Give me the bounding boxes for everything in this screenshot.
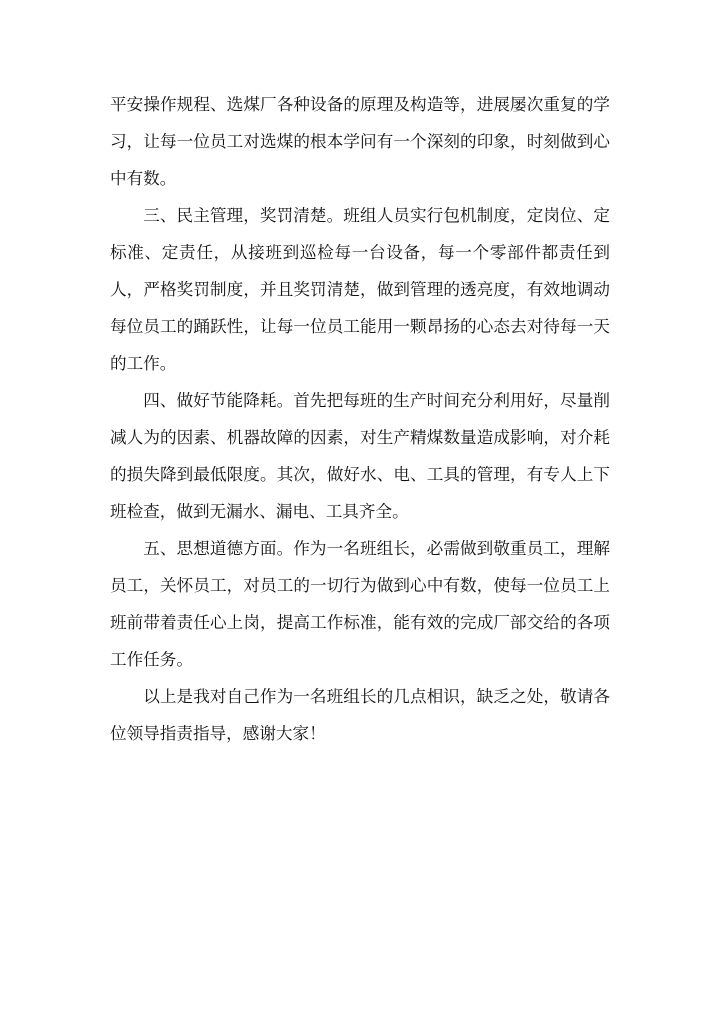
paragraph-ideology-morality: 五、思想道德方面。作为一名班组长，必需做到敬重员工，理解员工，关怀员工，对员工的一切行为做到心中有数，使每一位员工上班前带着责任心上岗，提高工作标准，能有效的完成厂部交给的各项工作任务。 (110, 539, 610, 669)
paragraph-continuation: 平安操作规程、选煤厂各种设备的原理及构造等，进展屡次重复的学习，让每一位员工对选煤的根本学问有一个深刻的印象，时刻做到心中有数。 (110, 95, 610, 188)
paragraph-energy-saving: 四、做好节能降耗。首先把每班的生产时间充分利用好，尽量削减人为的因素、机器故障的因素，对生产精煤数量造成影响，对介耗的损失降到最低限度。其次，做好水、电、工具的管理，有专人上下班检查，做到无漏水、漏电、工具齐全。 (110, 391, 610, 521)
paragraph-democratic-management: 三、民主管理，奖罚清楚。班组人员实行包机制度，定岗位、定标准、定责任，从接班到巡检每一台设备，每一个零部件都责任到人，严格奖罚制度，并且奖罚清楚，做到管理的透亮度，有效地调动每位员工的踊跃性，让每一位员工能用一颗昂扬的心态去对待每一天的工作。 (110, 206, 610, 373)
paragraph-closing: 以上是我对自己作为一名班组长的几点相识，缺乏之处，敬请各位领导指责指导，感谢大家！ (110, 687, 610, 743)
document-body (110, 86, 610, 752)
